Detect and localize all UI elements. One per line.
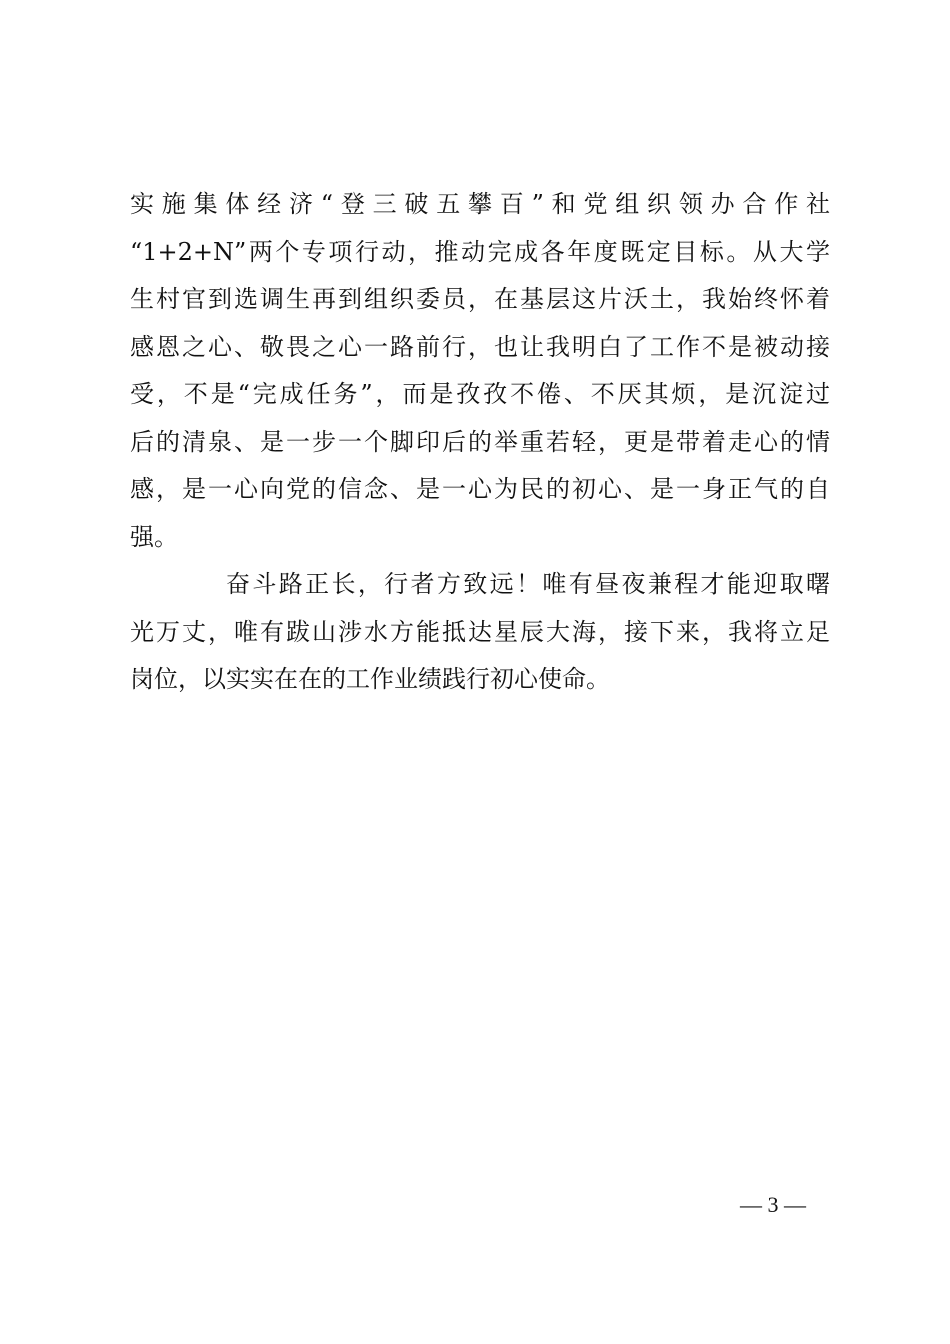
paragraph-line: 感恩之心、敬畏之心一路前行，也让我明白了工作不是被动接 xyxy=(130,332,830,361)
paragraph-2 xyxy=(130,561,830,704)
paragraph-line: 生村官到选调生再到组织委员，在基层这片沃土，我始终怀着 xyxy=(130,285,830,313)
page-number: — 3 — xyxy=(740,1192,806,1217)
paragraph-line: 感，是一心向党的信念、是一心为民的初心、是一身正气的自 xyxy=(130,475,830,503)
paragraph-line: 奋斗路正长，行者方致远！唯有昼夜兼程才能迎取曙 xyxy=(226,570,830,598)
paragraph-line: 光万丈，唯有跋山涉水方能抵达星辰大海，接下来，我将立足 xyxy=(130,617,830,646)
paragraph-line: “1+2+N”两个专项行动，推动完成各年度既定目标。从大学 xyxy=(130,237,830,266)
document-body xyxy=(130,181,830,704)
paragraph-line: 受，不是“完成任务”，而是孜孜不倦、不厌其烦，是沉淀过 xyxy=(130,380,830,408)
paragraph-line: 岗位，以实实在在的工作业绩践行初心使命。 xyxy=(130,665,610,693)
paragraph-1 xyxy=(130,181,830,561)
paragraph-line: 实施集体经济“登三破五攀百”和党组织领办合作社 xyxy=(130,190,830,218)
paragraph-line: 强。 xyxy=(130,522,178,551)
paragraph-line: 后的清泉、是一步一个脚印后的举重若轻，更是带着走心的情 xyxy=(130,427,830,456)
